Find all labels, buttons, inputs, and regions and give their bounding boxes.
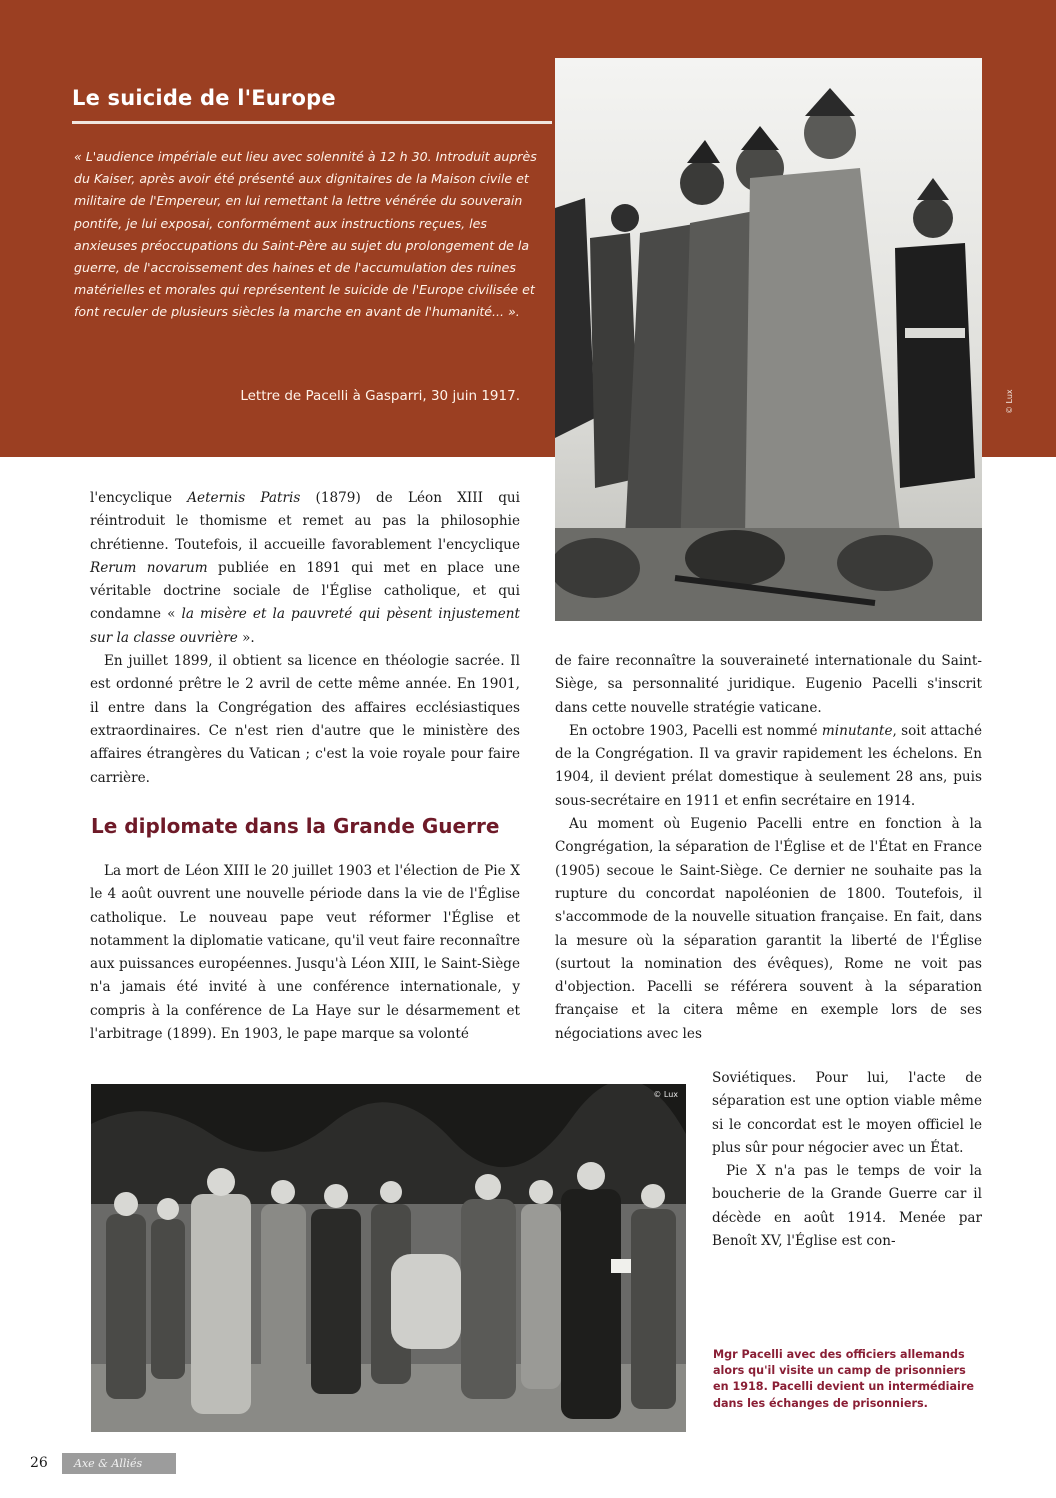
photo-german-officers-illustration: [555, 58, 982, 621]
photo-pacelli-officers-illustration: [91, 1084, 686, 1432]
sidebar-quote-source: Lettre de Pacelli à Gasparri, 30 juin 1917.: [240, 388, 520, 404]
sidebar-box-title: Le suicide de l'Europe: [72, 86, 336, 110]
photo-caption: Mgr Pacelli avec des officiers allemands alors qu'il visite un camp de prisonniers en 1918. Pacelli devient un intermédiaire dans les échanges de prisonniers.: [713, 1348, 974, 1410]
article-column-2: [555, 650, 982, 1046]
text-run: publiée en 1891 qui met en place une véritable doctrine sociale de l'Église catholique, et qui condamne «: [90, 559, 520, 623]
photo-german-officers: [555, 58, 982, 621]
sidebar-title-rule: [72, 121, 552, 124]
photo-pacelli-officers: [91, 1084, 686, 1432]
paragraph-licence: En juillet 1899, il obtient sa licence en théologie sacrée. Il est ordonné prêtre le 2 avril de cette même année. En 1901, il entre dans la Congrégation des affaires ecclésiastiques extraordinaires. Ce n'est rien d'autre que le ministère des affaires étrangères du Vatican ; c'est la voie royale pour faire carrière.: [90, 653, 520, 786]
article-column-1-top: [90, 487, 520, 790]
paragraph-souverainete: de faire reconnaître la souveraineté internationale du Saint-Siège, sa personnalité juridique. Eugenio Pacelli s'inscrit dans cette nouvelle stratégie vaticane.: [555, 653, 982, 716]
italic-term-minutante: minutante: [821, 722, 893, 739]
magazine-footer-tag: Axe & Alliés: [62, 1453, 176, 1474]
text-run: , soit attaché de la Congrégation. Il va gravir rapidement les échelons. En 1904, il devient prélat domestique à seulement 28 ans, puis sous-secrétaire en 1911 et enfin secrétaire en 1914.: [555, 722, 982, 809]
paragraph-encyclique: [90, 487, 520, 650]
text-run: ».: [237, 629, 255, 646]
photo-credit-bottom: © Lux: [653, 1090, 678, 1099]
page-number: 26: [30, 1455, 48, 1471]
paragraph-pie-x: Pie X n'a pas le temps de voir la boucherie de la Grande Guerre car il décède en août 1914. Menée par Benoît XV, l'Église est con-: [712, 1163, 982, 1250]
italic-quotation: la misère et la pauvreté qui pèsent injustement sur la classe ouvrière: [90, 606, 521, 646]
photo-credit-top: © Lux: [1005, 389, 1014, 414]
paragraph-separation: Au moment où Eugenio Pacelli entre en fonction à la Congrégation, la séparation de l'Église et de l'État en France (1905) secoue le Saint-Siège. Ce dernier ne souhaite pas la rupture du concordat napoléonien de 1800. Toutefois, il s'accommode de la nouvelle situation française. En fait, dans la mesure où la séparation garantit la liberté de l'Église (surtout la nomination des évêques), Rome ne voit pas d'objection. Pacelli se référera souvent à la séparation française et la citera même en exemple lors de ses négociations avec les: [555, 816, 982, 1042]
italic-title-rerum-novarum: Rerum novarum: [90, 559, 208, 576]
sidebar-quote: « L'audience impériale eut lieu avec solennité à 12 h 30. Introduit auprès du Kaiser, après avoir été présenté aux dignitaires de la Maison civile et militaire de l'Empereur, en lui remettant la lettre vénérée du souverain pontife, je lui exposai, conformément aux instructions reçues, les anxieuses préoccupations du Saint-Père au sujet du prolongement de la guerre, de l'accroissement des haines et de l'accumulation des ruines matérielles et morales qui représentent le suicide de l'Europe civilisée et font reculer de plusieurs siècles la marche en avant de l'humanité... ».: [74, 149, 537, 320]
paragraph-mort-leon-xiii: La mort de Léon XIII le 20 juillet 1903 et l'élection de Pie X le 4 août ouvrent une nouvelle période dans la vie de l'Église catholique. Le nouveau pape veut réformer l'Église et notamment la diplomatie vaticane, qu'il veut faire reconnaître aux puissances européennes. Jusqu'à Léon XIII, le Saint-Siège n'a jamais été invité à une conférence internationale, y compris à la conférence de La Haye sur le désarmement et l'arbitrage (1899). En 1903, le pape marque sa volonté: [90, 863, 520, 1043]
paragraph-minutante: [555, 720, 982, 813]
article-column-3: [712, 1067, 982, 1253]
italic-title-aeternis-patris: Aeternis Patris: [187, 490, 301, 506]
section-heading: Le diplomate dans la Grande Guerre: [91, 814, 500, 838]
paragraph-sovietiques: Soviétiques. Pour lui, l'acte de séparation est une option viable même si le concordat est le moyen officiel le plus sûr pour négocier avec un État.: [712, 1070, 982, 1156]
text-run: (1879) de Léon XIII qui réintroduit le thomisme et remet au pas la philosophie chrétienne. Toutefois, il accueille favorablement l'encyclique: [90, 490, 521, 553]
text-run: En octobre 1903, Pacelli est nommé: [569, 722, 822, 739]
text-run: l'encyclique: [90, 490, 188, 506]
article-column-1-bottom: [90, 860, 520, 1046]
